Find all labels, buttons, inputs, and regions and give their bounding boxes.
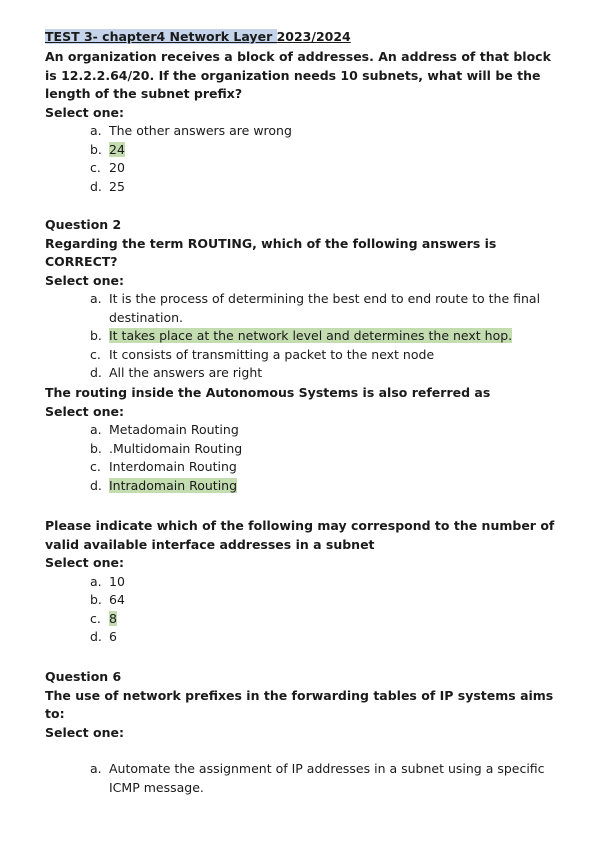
option-list — [45, 421, 565, 495]
option-list — [45, 760, 565, 797]
select-one-label: Select one: — [45, 104, 124, 120]
option-b[interactable]: b. 64 — [90, 592, 125, 607]
question-2 — [45, 216, 565, 383]
select-one-label: Select one: — [45, 403, 124, 419]
option-d[interactable]: d. 6 — [90, 629, 117, 644]
select-one-label: Select one: — [45, 272, 124, 288]
document-title-main: TEST 3- chapter4 Network Layer — [45, 29, 277, 44]
question-text: The routing inside the Autonomous Systems is also referred as — [45, 385, 491, 400]
question-6 — [45, 668, 565, 797]
option-a[interactable]: a. The other answers are wrong — [90, 123, 292, 138]
option-b[interactable]: b. .Multidomain Routing — [90, 440, 243, 456]
option-c[interactable]: c. It consists of transmitting a packet to the next node — [90, 346, 435, 362]
question-1 — [45, 48, 565, 196]
option-a[interactable]: a. Automate the assignment of IP addresses in a subnet using a specific ICMP message. — [90, 761, 545, 795]
question-text: Regarding the term ROUTING, which of the following answers is CORRECT? — [45, 235, 497, 269]
question-3 — [45, 384, 565, 495]
option-list — [45, 573, 565, 647]
question-text: The use of network prefixes in the forwarding tables of IP systems aims to: — [45, 687, 554, 721]
option-a[interactable]: a. Metadomain Routing — [90, 422, 239, 437]
option-b[interactable]: b. 24 — [90, 141, 125, 157]
question-text: Please indicate which of the following may correspond to the number of valid available interface addresses in a subnet — [45, 518, 555, 552]
question-4 — [45, 517, 565, 647]
document-title — [45, 29, 351, 45]
option-a[interactable]: a. It is the process of determining the best end to end route to the final destination. — [90, 291, 541, 325]
option-d[interactable]: d. All the answers are right — [90, 365, 263, 380]
question-number: Question 2 — [45, 217, 122, 232]
option-a[interactable]: a. 10 — [90, 573, 125, 589]
select-one-label: Select one: — [45, 555, 124, 570]
question-text: An organization receives a block of addresses. An address of that block is 12.2.2.64/20. If the organization needs 10 subnets, what will be the length of the subnet prefix? — [45, 49, 551, 101]
option-b[interactable]: b. It takes place at the network level and determines the next hop. — [90, 328, 513, 343]
question-number: Question 6 — [45, 669, 122, 684]
option-c[interactable]: c. Interdomain Routing — [90, 459, 237, 474]
select-one-label: Select one: — [45, 724, 124, 740]
option-list — [45, 122, 565, 196]
option-d[interactable]: d. Intradomain Routing — [90, 477, 238, 493]
option-c[interactable]: c. 8 — [90, 610, 117, 626]
option-d[interactable]: d. 25 — [90, 178, 125, 194]
option-list — [45, 290, 565, 383]
document-title-year: 2023/2024 — [276, 29, 351, 44]
option-c[interactable]: c. 20 — [90, 160, 125, 175]
